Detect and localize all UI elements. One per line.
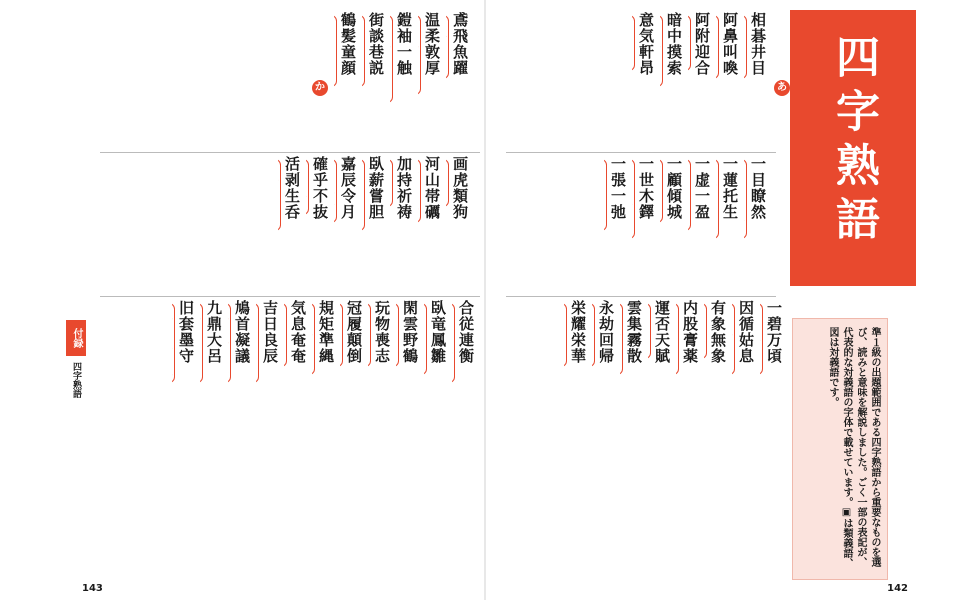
left-page: [0, 0, 484, 600]
entry: [660, 156, 686, 290]
entry-head: 雲集霧散: [625, 300, 643, 364]
entry-reading: [446, 15, 449, 79]
entry-head: 吉日良辰: [261, 300, 279, 364]
entry: [418, 156, 444, 290]
entry-head: 一虚一盈: [693, 156, 711, 220]
entry-head: 規矩準縄: [317, 300, 335, 364]
entry-head: 活剥生呑: [283, 156, 301, 220]
kana-badge-a: あ: [774, 80, 790, 96]
entry-reading: [660, 159, 663, 223]
entry: [418, 12, 444, 146]
entry-head: 確乎不抜: [311, 156, 329, 220]
entry: [688, 156, 714, 290]
entry-head: 一碧万頃: [765, 300, 783, 364]
entry-reading: [334, 15, 337, 87]
entry: [660, 12, 686, 146]
entry-reading: [362, 159, 365, 231]
gutter: [484, 0, 486, 600]
entry: [452, 300, 478, 570]
entry-head: 鳶飛魚躍: [451, 12, 469, 76]
entry-reading: [676, 303, 679, 375]
entry: [284, 300, 310, 570]
entry: [632, 12, 658, 146]
right-third-entries: [500, 300, 786, 570]
entry-reading: [446, 159, 449, 207]
entry: [200, 300, 226, 570]
entry-head: 閑雲野鶴: [401, 300, 419, 364]
entry: [744, 12, 770, 146]
entry-head: 暗中摸索: [665, 12, 683, 76]
entry-head: 永劫回帰: [597, 300, 615, 364]
entry-head: 河山帯礪: [423, 156, 441, 220]
row-divider: [100, 152, 480, 153]
entry-head: 相碁井目: [749, 12, 767, 76]
entry-head: 一蓮托生: [721, 156, 739, 220]
entry-head: 有象無象: [709, 300, 727, 364]
entry: [716, 12, 742, 146]
entry-reading: [648, 303, 651, 359]
entry-reading: [716, 15, 719, 79]
entry: [604, 156, 630, 290]
entry: [744, 156, 770, 290]
entry-reading: [284, 303, 287, 367]
entry-reading: [592, 303, 595, 367]
entry: [312, 300, 338, 570]
entry: [334, 12, 360, 146]
entry-head: 冠履顛倒: [345, 300, 363, 364]
entry-reading: [620, 303, 623, 375]
entry-reading: [278, 159, 281, 231]
page-number: 142: [887, 583, 908, 594]
left-top-entries: [100, 12, 472, 146]
entry-reading: [424, 303, 427, 375]
entry-head: 玩物喪志: [373, 300, 391, 364]
entry: [446, 156, 472, 290]
appendix-tab: 付録: [66, 320, 86, 356]
entry: [390, 156, 416, 290]
entry-reading: [306, 159, 309, 215]
row-divider: [506, 152, 776, 153]
entry: [278, 156, 304, 290]
entry-head: 臥薪嘗胆: [367, 156, 385, 220]
entry-reading: [418, 15, 421, 95]
entry-reading: [704, 303, 707, 359]
entry-reading: [256, 303, 259, 383]
entry: [172, 300, 198, 570]
entry-head: 運否天賦: [653, 300, 671, 364]
right-top-entries: [506, 12, 770, 146]
entry-reading: [452, 303, 455, 383]
entry-reading: [396, 303, 399, 367]
entry-reading: [334, 159, 337, 223]
row-divider: [506, 296, 776, 297]
entry-head: 九鼎大呂: [205, 300, 223, 364]
entry-reading: [744, 15, 747, 79]
entry-head: 合従連衡: [457, 300, 475, 364]
entry-head: 因循姑息: [737, 300, 755, 364]
entry-head: 阿鼻叫喚: [721, 12, 739, 76]
entry: [676, 300, 702, 570]
entry: [592, 300, 618, 570]
entry-head: 意気軒昂: [637, 12, 655, 76]
right-bottom-entries: [506, 156, 770, 290]
entry-head: 内股膏薬: [681, 300, 699, 364]
entry-reading: [760, 303, 763, 375]
entry-head: 一目瞭然: [749, 156, 767, 220]
kana-badge-ka: か: [312, 80, 328, 96]
right-page: [486, 0, 970, 600]
entry-reading: [390, 159, 393, 207]
entry-reading: [172, 303, 175, 383]
entry: [396, 300, 422, 570]
entry: [368, 300, 394, 570]
entry: [446, 12, 472, 146]
entry-reading: [312, 303, 315, 375]
entry: [340, 300, 366, 570]
entry: [620, 300, 646, 570]
entry-reading: [632, 159, 635, 239]
intro-box: 準１級の出題範囲である四字熟語から重要なものを選び、読みと意味を解説しました。ごく一部の表記が、代表的な対義語の字体で載せています。▣は類義語、図は対義語です。: [792, 318, 888, 580]
entry-head: 街談巷説: [367, 12, 385, 76]
entry: [564, 300, 590, 570]
entry-head: 加持祈祷: [395, 156, 413, 220]
entry: [688, 12, 714, 146]
entry-head: 一張一弛: [609, 156, 627, 220]
entry: [732, 300, 758, 570]
entry: [716, 156, 742, 290]
page-number: 143: [82, 583, 103, 594]
entry-head: 鳩首凝議: [233, 300, 251, 364]
entry-head: 一顧傾城: [665, 156, 683, 220]
entry: [632, 156, 658, 290]
row-divider: [100, 296, 480, 297]
entry-head: 鎧袖一触: [395, 12, 413, 76]
entry: [704, 300, 730, 570]
entry: [362, 12, 388, 146]
entry-reading: [660, 15, 663, 87]
entry-reading: [200, 303, 203, 383]
entry-reading: [228, 303, 231, 383]
entry-reading: [744, 159, 747, 239]
entry: [228, 300, 254, 570]
entry-reading: [688, 159, 691, 231]
entry: [424, 300, 450, 570]
entry-head: 旧套墨守: [177, 300, 195, 364]
entry-reading: [340, 303, 343, 367]
entry: [648, 300, 674, 570]
entry: [760, 300, 786, 570]
entry-head: 阿附迎合: [693, 12, 711, 76]
entry: [390, 12, 416, 146]
appendix-label: 四字熟語: [71, 362, 81, 398]
section-title: 四字熟語: [790, 10, 916, 286]
entry-head: 一世木鐸: [637, 156, 655, 220]
entry-reading: [390, 15, 393, 103]
entry-reading: [632, 15, 635, 71]
entry-head: 温柔敦厚: [423, 12, 441, 76]
entry-head: 鶴髪童顔: [339, 12, 357, 76]
entry-reading: [362, 15, 365, 87]
entry-reading: [688, 15, 691, 71]
entry: [362, 156, 388, 290]
entry-reading: [732, 303, 735, 375]
entry-head: 嘉辰令月: [339, 156, 357, 220]
entry-reading: [368, 303, 371, 367]
entry: [256, 300, 282, 570]
entry-reading: [564, 303, 567, 367]
entry: [334, 156, 360, 290]
entry-reading: [604, 159, 607, 231]
left-bottom-entries: [100, 156, 472, 290]
entry-head: 臥竜鳳雛: [429, 300, 447, 364]
entry-reading: [716, 159, 719, 239]
entry-head: 栄耀栄華: [569, 300, 587, 364]
entry-reading: [418, 159, 421, 223]
entry-head: 画虎類狗: [451, 156, 469, 220]
left-third-entries: [96, 300, 478, 570]
entry: [306, 156, 332, 290]
entry-head: 気息奄奄: [289, 300, 307, 364]
